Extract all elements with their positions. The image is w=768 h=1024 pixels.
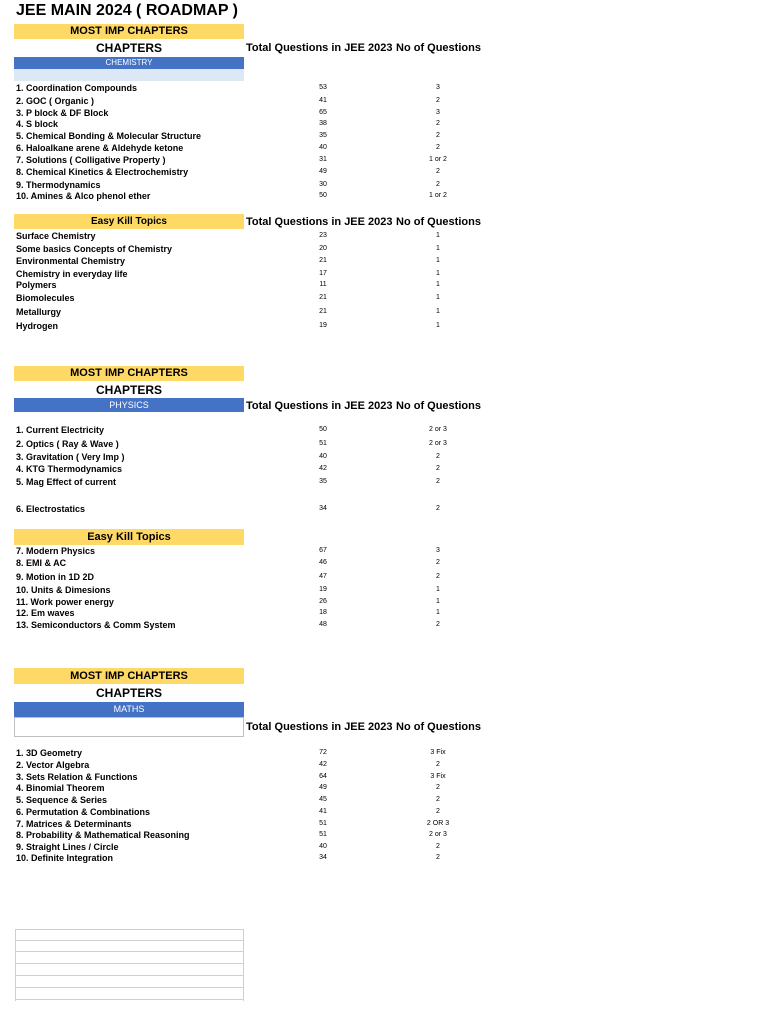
total-questions: 38: [319, 120, 327, 127]
chapter-name: 6. Electrostatics: [16, 504, 86, 514]
no-of-questions: 2: [436, 478, 440, 485]
no-of-questions: 2: [436, 784, 440, 791]
total-questions: 49: [319, 168, 327, 175]
table-row: [16, 607, 486, 619]
chapter-name: Chemistry in everyday life: [16, 269, 128, 279]
no-of-questions: 2: [436, 181, 440, 188]
table-row: [16, 320, 486, 332]
table-row: [16, 142, 486, 154]
table-row: [16, 545, 486, 557]
total-questions: 50: [319, 426, 327, 433]
chapter-name: Polymers: [16, 280, 57, 290]
total-questions: 31: [319, 156, 327, 163]
page-title: JEE MAIN 2024 ( ROADMAP ): [16, 2, 238, 19]
table-row: [16, 451, 486, 463]
chapter-name: 10. Definite Integration: [16, 853, 114, 863]
maths-empty-cell: [14, 717, 244, 737]
grid-line: [15, 999, 243, 1000]
table-row: [16, 82, 486, 94]
chapter-name: 2. GOC ( Organic ): [16, 96, 95, 106]
chemistry-most-imp-header: MOST IMP CHAPTERS: [14, 24, 244, 39]
table-row: [16, 806, 486, 818]
total-questions: 72: [319, 749, 327, 756]
grid-line: [15, 951, 243, 952]
total-questions: 41: [319, 97, 327, 104]
total-questions: 34: [319, 854, 327, 861]
chapter-name: 2. Optics ( Ray & Wave ): [16, 439, 119, 449]
chapter-name: Surface Chemistry: [16, 231, 96, 241]
total-questions: 21: [319, 308, 327, 315]
chemistry-easy-total-header: Total Questions in JEE 2023: [246, 216, 393, 228]
no-of-questions: 2: [436, 843, 440, 850]
chapter-name: 6. Haloalkane arene & Aldehyde ketone: [16, 143, 184, 153]
chapter-name: 5. Chemical Bonding & Molecular Structure: [16, 131, 202, 141]
total-questions: 42: [319, 761, 327, 768]
no-of-questions: 2: [436, 854, 440, 861]
chapter-name: 8. Chemical Kinetics & Electrochemistry: [16, 167, 189, 177]
no-of-questions: 1: [436, 232, 440, 239]
table-row: [16, 292, 486, 304]
table-row: [16, 782, 486, 794]
chapter-name: 9. Thermodynamics: [16, 180, 101, 190]
table-row: [16, 619, 486, 631]
chapter-name: Some basics Concepts of Chemistry: [16, 244, 173, 254]
total-questions: 20: [319, 245, 327, 252]
no-of-questions: 2: [436, 573, 440, 580]
total-questions: 34: [319, 505, 327, 512]
no-of-questions: 1: [436, 586, 440, 593]
table-row: [16, 424, 486, 436]
physics-noq-header: No of Questions: [396, 400, 481, 412]
no-of-questions: 2: [436, 97, 440, 104]
table-row: [16, 852, 486, 864]
chemistry-subject-spacer: [14, 69, 244, 81]
physics-subject-bar: PHYSICS: [14, 398, 244, 412]
no-of-questions: 1: [436, 322, 440, 329]
grid-line: [15, 940, 243, 941]
table-row: [16, 476, 486, 488]
no-of-questions: 3: [436, 84, 440, 91]
no-of-questions: 2: [436, 559, 440, 566]
table-row: [16, 166, 486, 178]
maths-subject-bar: MATHS: [14, 702, 244, 717]
chemistry-total-header: Total Questions in JEE 2023: [246, 42, 393, 54]
chapter-name: 5. Mag Effect of current: [16, 477, 117, 487]
chapter-name: Metallurgy: [16, 307, 62, 317]
no-of-questions: 3 Fix: [430, 773, 446, 780]
total-questions: 42: [319, 465, 327, 472]
chapter-name: 11. Work power energy: [16, 597, 114, 607]
total-questions: 40: [319, 843, 327, 850]
chapter-name: 7. Matrices & Determinants: [16, 819, 132, 829]
no-of-questions: 2 or 3: [429, 831, 447, 838]
total-questions: 23: [319, 232, 327, 239]
total-questions: 11: [319, 281, 327, 288]
no-of-questions: 2: [436, 796, 440, 803]
maths-chapters-label: CHAPTERS: [95, 686, 162, 700]
no-of-questions: 1: [436, 257, 440, 264]
table-row: [16, 279, 486, 291]
table-row: [16, 584, 486, 596]
no-of-questions: 2: [436, 465, 440, 472]
grid-line: [15, 987, 243, 988]
no-of-questions: 2: [436, 621, 440, 628]
no-of-questions: 1: [436, 294, 440, 301]
chapter-name: Hydrogen: [16, 321, 59, 331]
chapter-name: 1. 3D Geometry: [16, 748, 83, 758]
chapter-name: Biomolecules: [16, 293, 75, 303]
total-questions: 50: [319, 192, 327, 199]
no-of-questions: 1: [436, 281, 440, 288]
no-of-questions: 3 Fix: [430, 749, 446, 756]
no-of-questions: 1: [436, 270, 440, 277]
chapter-name: 10. Amines & Alco phenol ether: [16, 191, 151, 201]
no-of-questions: 2: [436, 168, 440, 175]
physics-easy-kill-header: Easy Kill Topics: [14, 529, 244, 545]
chapter-name: 4. KTG Thermodynamics: [16, 464, 123, 474]
chapter-name: 7. Modern Physics: [16, 546, 96, 556]
no-of-questions: 2: [436, 505, 440, 512]
total-questions: 21: [319, 294, 327, 301]
no-of-questions: 2: [436, 120, 440, 127]
table-row: [16, 130, 486, 142]
chapter-name: 8. EMI & AC: [16, 558, 67, 568]
total-questions: 51: [319, 440, 327, 447]
chapter-name: Environmental Chemistry: [16, 256, 126, 266]
table-row: [16, 829, 486, 841]
physics-total-header: Total Questions in JEE 2023: [246, 400, 393, 412]
total-questions: 51: [319, 831, 327, 838]
table-row: [16, 230, 486, 242]
table-row: [16, 557, 486, 569]
no-of-questions: 2: [436, 808, 440, 815]
chapter-name: 10. Units & Dimesions: [16, 585, 111, 595]
table-row: [16, 118, 486, 130]
total-questions: 53: [319, 84, 327, 91]
total-questions: 65: [319, 109, 327, 116]
total-questions: 40: [319, 144, 327, 151]
chemistry-noq-header: No of Questions: [396, 42, 481, 54]
total-questions: 19: [319, 586, 327, 593]
table-row: [16, 503, 486, 515]
total-questions: 30: [319, 181, 327, 188]
chapter-name: 4. Binomial Theorem: [16, 783, 105, 793]
table-row: [16, 243, 486, 255]
chemistry-easy-noq-header: No of Questions: [396, 216, 481, 228]
chapter-name: 9. Straight Lines / Circle: [16, 842, 119, 852]
total-questions: 26: [319, 598, 327, 605]
no-of-questions: 3: [436, 109, 440, 116]
table-row: [16, 190, 486, 202]
no-of-questions: 2: [436, 453, 440, 460]
total-questions: 40: [319, 453, 327, 460]
grid-line: [243, 929, 244, 1001]
table-row: [16, 438, 486, 450]
chapter-name: 2. Vector Algebra: [16, 760, 90, 770]
total-questions: 51: [319, 820, 327, 827]
total-questions: 35: [319, 478, 327, 485]
total-questions: 48: [319, 621, 327, 628]
no-of-questions: 2: [436, 761, 440, 768]
chapter-name: 6. Permutation & Combinations: [16, 807, 151, 817]
table-row: [16, 794, 486, 806]
chapter-name: 4. S block: [16, 119, 59, 129]
chapter-name: 1. Current Electricity: [16, 425, 105, 435]
no-of-questions: 1: [436, 609, 440, 616]
no-of-questions: 2 or 3: [429, 426, 447, 433]
chapter-name: 3. Gravitation ( Very Imp ): [16, 452, 125, 462]
total-questions: 46: [319, 559, 327, 566]
chapter-name: 3. P block & DF Block: [16, 108, 109, 118]
total-questions: 21: [319, 257, 327, 264]
table-row: [16, 571, 486, 583]
chapter-name: 1. Coordination Compounds: [16, 83, 137, 93]
physics-chapters-label: CHAPTERS: [95, 383, 162, 397]
total-questions: 67: [319, 547, 327, 554]
table-row: [16, 463, 486, 475]
grid-line: [15, 975, 243, 976]
table-row: [16, 747, 486, 759]
table-row: [16, 95, 486, 107]
no-of-questions: 2: [436, 132, 440, 139]
no-of-questions: 1: [436, 308, 440, 315]
total-questions: 35: [319, 132, 327, 139]
chemistry-subject-bar: CHEMISTRY: [14, 57, 244, 69]
grid-line: [15, 929, 16, 1001]
no-of-questions: 1 or 2: [429, 156, 447, 163]
chemistry-chapters-label: CHAPTERS: [95, 41, 162, 55]
total-questions: 45: [319, 796, 327, 803]
maths-total-header: Total Questions in JEE 2023: [246, 721, 393, 733]
chapter-name: 13. Semiconductors & Comm System: [16, 620, 176, 630]
table-row: [16, 154, 486, 166]
table-row: [16, 306, 486, 318]
table-row: [16, 255, 486, 267]
maths-noq-header: No of Questions: [396, 721, 481, 733]
no-of-questions: 2 or 3: [429, 440, 447, 447]
no-of-questions: 1 or 2: [429, 192, 447, 199]
chapter-name: 8. Probability & Mathematical Reasoning: [16, 830, 190, 840]
total-questions: 49: [319, 784, 327, 791]
total-questions: 41: [319, 808, 327, 815]
chapter-name: 5. Sequence & Series: [16, 795, 108, 805]
total-questions: 64: [319, 773, 327, 780]
physics-most-imp-header: MOST IMP CHAPTERS: [14, 366, 244, 381]
total-questions: 17: [319, 270, 327, 277]
maths-most-imp-header: MOST IMP CHAPTERS: [14, 668, 244, 684]
no-of-questions: 2 OR 3: [426, 820, 450, 827]
no-of-questions: 1: [436, 245, 440, 252]
grid-line: [15, 929, 243, 930]
total-questions: 18: [319, 609, 327, 616]
chemistry-easy-kill-header: Easy Kill Topics: [14, 214, 244, 229]
chapter-name: 7. Solutions ( Colligative Property ): [16, 155, 166, 165]
no-of-questions: 1: [436, 598, 440, 605]
no-of-questions: 3: [436, 547, 440, 554]
grid-line: [15, 963, 243, 964]
chapter-name: 12. Em waves: [16, 608, 75, 618]
table-row: [16, 759, 486, 771]
chapter-name: 9. Motion in 1D 2D: [16, 572, 95, 582]
total-questions: 19: [319, 322, 327, 329]
total-questions: 47: [319, 573, 327, 580]
no-of-questions: 2: [436, 144, 440, 151]
chapter-name: 3. Sets Relation & Functions: [16, 772, 138, 782]
